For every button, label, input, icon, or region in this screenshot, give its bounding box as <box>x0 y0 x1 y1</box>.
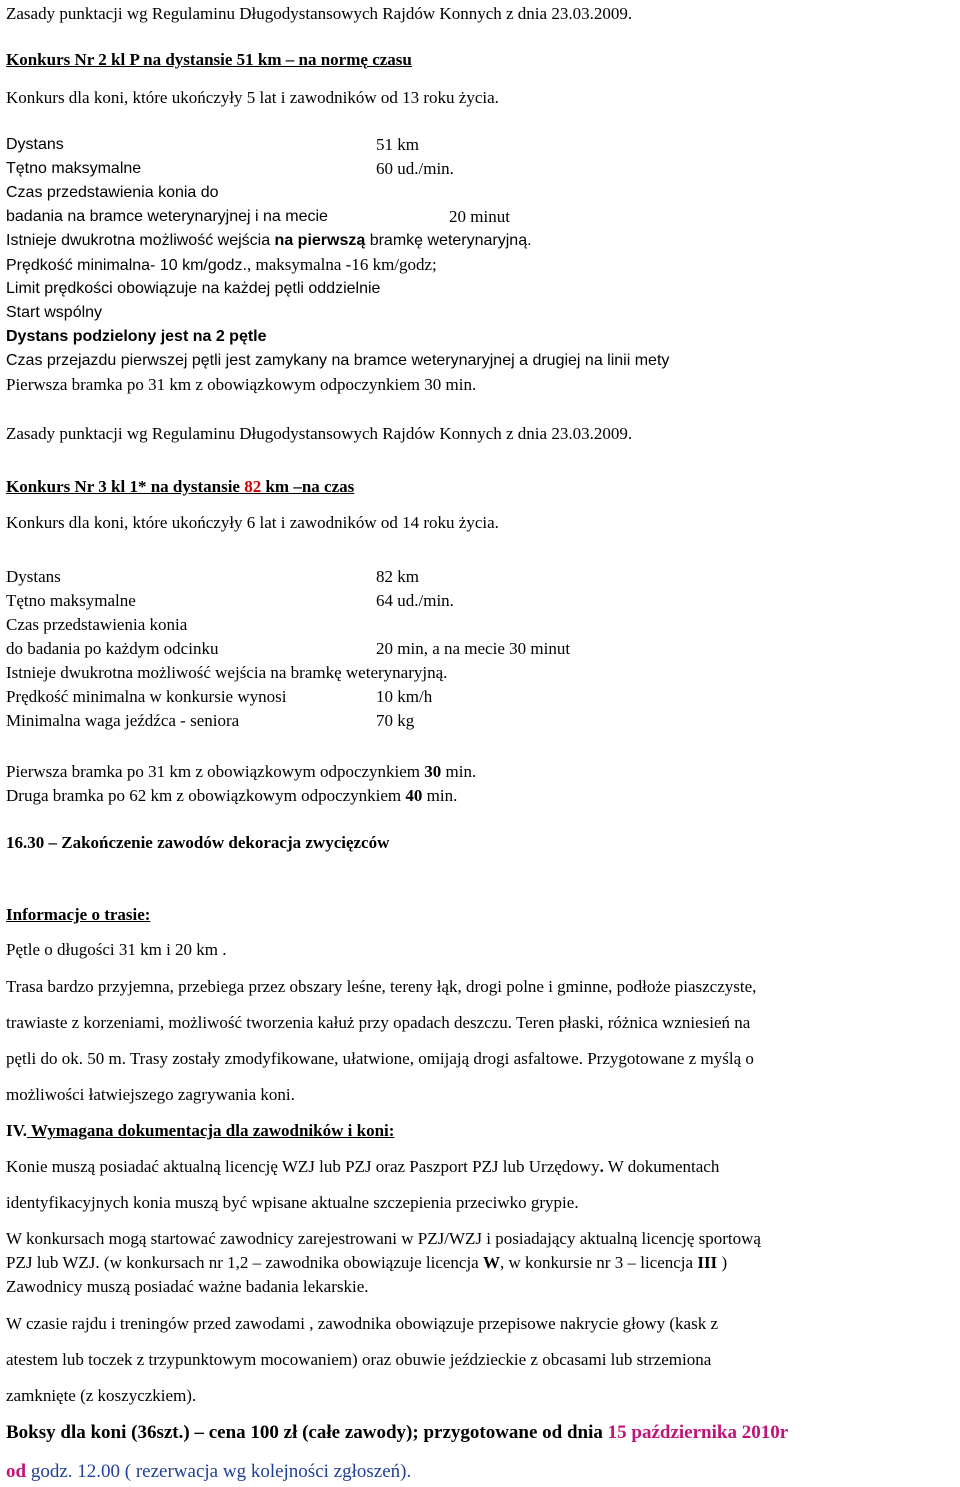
docs-line-4 <box>6 1252 727 1274</box>
route-desc-line-2: trawiaste z korzeniami, możliwość tworzenia kałuż przy opadach deszczu. Teren płaski, różnica wzniesień na <box>6 1013 751 1032</box>
c2-gate-1: Pierwsza bramka po 31 km z obowiązkowym odpoczynkiem 30 min. <box>6 375 477 394</box>
c3-speed-label: Prędkość minimalna w konkursie wynosi <box>6 687 287 706</box>
docs-line-8: zamknięte (z koszyczkiem). <box>6 1386 197 1405</box>
c3-distance-label: Dystans <box>6 567 61 586</box>
docs-line-1-dot: . <box>599 1157 604 1176</box>
c2-distance-value: 51 km <box>376 135 419 154</box>
c2-ride-time-note: Czas przejazdu pierwszej pętli jest zamykany na bramce weterynaryjnej a drugiej na linii mety <box>6 352 670 369</box>
c3-presentation-label-2: do badania po każdym odcinku <box>6 639 219 658</box>
docs-license-w: W <box>482 1253 500 1272</box>
c3-weight-label: Minimalna waga jeźdźca - seniora <box>6 711 240 730</box>
docs-heading <box>6 1120 394 1142</box>
c2-speed-min: Prędkość minimalna- 10 km/godz. <box>6 257 247 274</box>
c3-gate-1-c: min. <box>441 762 477 781</box>
boxes-price: Boksy dla koni (36szt.) – cena 100 zł (całe zawody); przygotowane od dnia <box>6 1422 608 1443</box>
docs-line-1 <box>6 1156 719 1178</box>
c2-loops-note: Dystans podzielony jest na 2 pętle <box>6 328 267 345</box>
route-desc-line-1: Trasa bardzo przyjemna, przebiega przez obszary leśne, tereny łąk, drogi polne i gminne, podłoże piaszczyste, <box>6 977 757 996</box>
c3-pulse-value: 64 ud./min. <box>376 591 454 610</box>
c3-gate-2-a: Druga bramka po 62 km z obowiązkowym odpoczynkiem <box>6 786 406 805</box>
docs-line-7: atestem lub toczek z trzypunktowym mocowaniem) oraz obuwie jeździeckie z obcasami lub strzemiona <box>6 1350 712 1369</box>
c2-presentation-label-2: badania na bramce weterynaryjnej i na mecie <box>6 208 328 225</box>
c3-weight-value: 70 kg <box>376 711 415 730</box>
rules-header-2: Zasady punktacji wg Regulaminu Długodystansowych Rajdów Konnych z dnia 23.03.2009. <box>6 424 633 443</box>
c3-title-a: Konkurs Nr 3 kl 1* na dystansie <box>6 477 245 496</box>
c3-vet-gate-twice: Istnieje dwukrotna możliwość wejścia na bramkę weterynaryjną. <box>6 663 448 682</box>
c2-pulse-value: 60 ud./min. <box>376 159 454 178</box>
c3-gate-1 <box>6 761 476 783</box>
c3-gate-1-rest: 30 <box>424 762 442 781</box>
c3-title-b: km –na czas <box>261 477 355 496</box>
boxes-hour: godz. 12.00 ( rezerwacja wg kolejności zgłoszeń). <box>26 1461 412 1482</box>
c2-vet-gate-twice <box>6 230 532 252</box>
competition-3-title <box>6 476 354 498</box>
rules-header-1: Zasady punktacji wg Regulaminu Długodystansowych Rajdów Konnych z dnia 23.03.2009. <box>6 4 633 23</box>
docs-line-1-a: Konie muszą posiadać aktualną licencję WZJ lub PZJ oraz Paszport PZJ lub Urzędowy <box>6 1157 600 1176</box>
docs-line-6: W czasie rajdu i treningów przed zawodami , zawodnika obowiązuje przepisowe nakrycie głowy (kask z <box>6 1314 718 1333</box>
c3-gate-2-c: min. <box>422 786 458 805</box>
boxes-date: 15 października 2010r <box>607 1422 789 1443</box>
docs-heading-numeral: IV. <box>6 1121 27 1140</box>
docs-line-4-a: PZJ lub WZJ. (w konkursach nr 1,2 – zawodnika obowiązuje licencja <box>6 1253 483 1272</box>
c2-twice-text-bold: na pierwszą <box>274 232 366 249</box>
docs-line-2: identyfikacyjnych konia muszą być wpisane aktualne szczepienia przeciwko grypie. <box>6 1193 579 1212</box>
c3-speed-value: 10 km/h <box>376 687 433 706</box>
competition-2-eligibility: Konkurs dla koni, które ukończyły 5 lat i zawodników od 13 roku życia. <box>6 88 499 107</box>
closing-ceremony: 16.30 – Zakończenie zawodów dekoracja zwycięzców <box>6 833 390 852</box>
c2-presentation-label-1: Czas przedstawienia konia do <box>6 184 219 201</box>
c3-pulse-label: Tętno maksymalne <box>6 591 136 610</box>
boxes-line-1 <box>6 1422 788 1444</box>
c2-speed <box>6 254 437 277</box>
docs-line-4-c: , w konkursie nr 3 – licencja <box>499 1253 698 1272</box>
docs-line-4-e: ) <box>717 1253 728 1272</box>
c3-presentation-value: 20 min, a na mecie 30 minut <box>376 639 571 658</box>
c2-speed-limit-note: Limit prędkości obowiązuje na każdej pętli oddzielnie <box>6 280 381 297</box>
c2-start-note: Start wspólny <box>6 304 103 321</box>
docs-line-1-c: W dokumentach <box>603 1157 720 1176</box>
c2-pulse-label: Tętno maksymalne <box>6 160 142 177</box>
c2-presentation-value: 20 minut <box>449 207 510 226</box>
c2-speed-max: , maksymalna -16 km/godz; <box>246 255 437 274</box>
boxes-line-2 <box>6 1461 411 1483</box>
boxes-od: od <box>6 1461 27 1482</box>
c2-twice-text-c: bramkę weterynaryjną. <box>365 232 532 249</box>
docs-heading-text: Wymagana dokumentacja dla zawodników i koni: <box>26 1121 395 1140</box>
c3-title-km: 82 <box>244 477 262 496</box>
route-desc-line-3: pętli do ok. 50 m. Trasy zostały zmodyfikowane, ułatwione, omijają drogi asfaltowe. Przygotowane z myślą o <box>6 1049 754 1068</box>
c3-gate-2-rest: 40 <box>405 786 423 805</box>
c2-twice-text-a: Istnieje dwukrotna możliwość wejścia <box>6 232 275 249</box>
c3-presentation-label-1: Czas przedstawienia konia <box>6 615 188 634</box>
route-loops: Pętle o długości 31 km i 20 km . <box>6 940 227 959</box>
docs-line-3: W konkursach mogą startować zawodnicy zarejestrowani w PZJ/WZJ i posiadający aktualną licencję sportową <box>6 1229 761 1248</box>
competition-3-eligibility: Konkurs dla koni, które ukończyły 6 lat i zawodników od 14 roku życia. <box>6 513 499 532</box>
c3-distance-value: 82 km <box>376 567 419 586</box>
route-info-heading: Informacje o trasie: <box>6 905 151 924</box>
c3-gate-1-a: Pierwsza bramka po 31 km z obowiązkowym odpoczynkiem <box>6 762 425 781</box>
c3-gate-2 <box>6 785 457 807</box>
docs-line-5: Zawodnicy muszą posiadać ważne badania lekarskie. <box>6 1277 369 1296</box>
competition-2-title: Konkurs Nr 2 kl P na dystansie 51 km – na normę czasu <box>6 50 412 69</box>
docs-license-iii: III <box>697 1253 718 1272</box>
c2-distance-label: Dystans <box>6 136 64 153</box>
route-desc-line-4: możliwości łatwiejszego zagrywania koni. <box>6 1085 295 1104</box>
